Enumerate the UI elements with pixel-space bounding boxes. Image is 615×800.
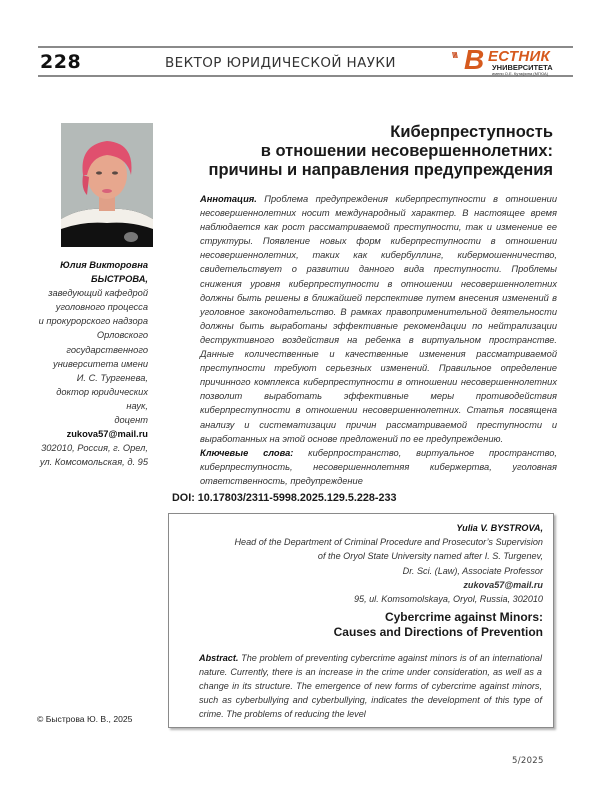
author-position-line: государственного <box>66 344 148 355</box>
article-title-en <box>334 610 543 640</box>
doi-link[interactable]: DOI: 10.17803/2311-5998.2025.129.5.228-233 <box>172 492 397 504</box>
author-position-line: И. С. Тургенева, <box>76 372 148 383</box>
journal-logo <box>452 44 572 76</box>
author-info-en <box>234 521 543 606</box>
copyright-notice: © Быстрова Ю. В., 2025 <box>37 714 133 724</box>
abstract-label-en: Abstract. <box>199 653 239 663</box>
author-email-link-en[interactable]: zukova57@mail.ru <box>463 579 543 590</box>
issue-number: 5/2025 <box>512 756 544 766</box>
author-position-line: уголовного процесса <box>55 302 148 313</box>
author-name-en: Yulia V. BYSTROVA, <box>456 523 543 533</box>
logo-caption: имени О.Е. Кутафина (МГЮА) <box>492 71 549 76</box>
abstract-text-en: The problem of preventing cybercrime against minors is of an international nature. Currently, there is an increase in the crime under consideration, as well as a change in its structure. The emergence of new forms of cybercrime against minors, such as cyberbullying and cyberbullying, indicates the development of this type of crime. The problems of reducing the level <box>199 653 542 719</box>
author-address-en: 95, ul. Komsomolskaya, Oryol, Russia, 302010 <box>353 594 543 605</box>
logo-slashes: \\\\ <box>452 51 457 60</box>
abstract-ru <box>200 192 557 488</box>
author-photo <box>61 123 153 247</box>
abstract-text: Проблема предупреждения киберпреступности в отношении несовершеннолетних носит международный характер. В настоящее время наблюдается как рост рассматриваемой преступности, так и изменение ее структуры. Появление новых форм киберпреступности в отношении несовершеннолетних, таких как кибербуллинг, кибермошенничество, свидетельствует о развитии данного вида преступности. Проблемы снижения уровня киберпреступности в отношении несовершеннолетних должны быть решены в ближайшей перспективе путем внесения изменений в уголовное законодательство. В рамках правоприменительной деятельности должны быть выработаны эффективные рекомендации по нейтрализации деструктивного воздействия на ребенка в виртуальном пространстве. Данные количественные и качественные изменения рассматриваемой преступности требуют серьезных изменений. Правильное определение причинного комплекса киберпреступности в отношении несовершеннолетних позволит выработать эффективные меры противодействия киберпреступности в отношении несовершеннолетних. Статья посвящена анализу и систематизации причин рассматриваемой преступности и выработанных на этой основе предложений по ее предупреждению. <box>200 194 557 444</box>
author-position-line: заведующий кафедрой <box>48 288 148 299</box>
article-title-ru <box>209 123 554 180</box>
author-position-line-en: Head of the Department of Criminal Procedure and Prosecutor’s Supervision <box>234 537 543 548</box>
author-first-names: Юлия Викторовна <box>60 260 148 270</box>
title-line: в отношении несовершеннолетних: <box>260 142 553 160</box>
keywords-text: киберпространство, виртуальное пространство, киберпреступность, несовершеннолетняя кибержертва, уголовная ответственность, предупреждение <box>200 447 557 486</box>
title-line: причины и направления предупреждения <box>208 161 553 179</box>
journal-title: ВЕКТОР ЮРИДИЧЕСКОЙ НАУКИ <box>165 55 396 71</box>
author-position-line-en: of the Oryol State University named after I. S. Turgenev, <box>317 551 543 562</box>
english-summary-box <box>168 513 554 728</box>
author-info-ru <box>36 258 148 469</box>
author-position-line: доктор юридических наук, <box>56 386 148 411</box>
title-line-en: Cybercrime against Minors: <box>384 610 543 624</box>
title-line: Киберпреступность <box>390 123 553 141</box>
author-surname: БЫСТРОВА, <box>90 274 148 285</box>
author-position-line-en: Dr. Sci. (Law), Associate Professor <box>402 565 543 576</box>
author-email-link[interactable]: zukova57@mail.ru <box>66 429 148 440</box>
abstract-label: Аннотация. <box>200 194 257 204</box>
logo-subtitle: УНИВЕРСИТЕТА <box>492 63 553 72</box>
author-address-line: ул. Комсомольская, д. 95 <box>39 457 148 468</box>
author-position-line: доцент <box>114 415 148 426</box>
author-position-line: и прокурорского надзора <box>38 316 148 327</box>
author-portrait-image <box>61 123 153 247</box>
author-address-line: 302010, Россия, г. Орел, <box>41 443 148 454</box>
page-number: 228 <box>40 51 82 73</box>
author-position-line: университета имени <box>53 358 148 369</box>
logo-title: ЕСТНИК <box>488 48 551 65</box>
abstract-en <box>199 651 542 721</box>
keywords-label: Ключевые слова: <box>200 447 294 458</box>
logo-letter: В <box>464 44 485 75</box>
author-position-line: Орловского <box>96 330 148 341</box>
title-line-en: Causes and Directions of Prevention <box>333 625 543 639</box>
